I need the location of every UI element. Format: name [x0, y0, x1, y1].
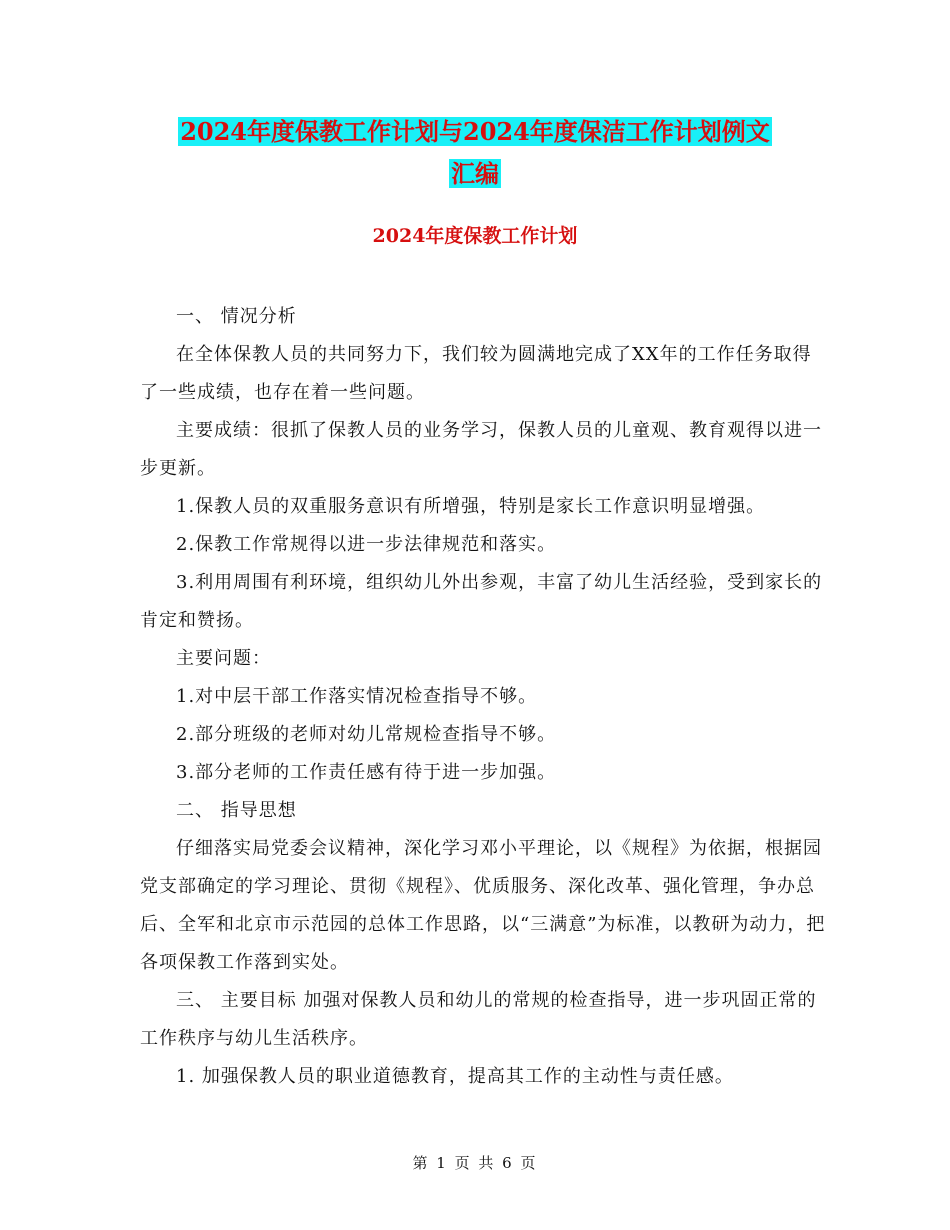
- document-body: [140, 298, 830, 1096]
- heading-guiding-thought: 二、 指导思想: [176, 800, 297, 821]
- document-title-cont: [0, 157, 950, 191]
- page-footer: 第 1 页 共 6 页: [412, 1154, 538, 1172]
- list-item: 1. 加强保教人员的职业道德教育，提高其工作的主动性与责任感。: [176, 1066, 734, 1087]
- section-subtitle: 2024年度保教工作计划: [372, 225, 578, 247]
- list-item: 2.部分班级的老师对幼儿常规检查指导不够。: [176, 724, 557, 745]
- list-item: 3.部分老师的工作责任感有待于进一步加强。: [176, 762, 557, 783]
- paragraph: 仔细落实局党委会议精神，深化学习邓小平理论，以《规程》为依据，根据园党支部确定的学习理论、贯彻《规程》、优质服务、深化改革、强化管理，争办总后、全军和北京市示范园的总体工作思路，以“三满意”为标准，以教研为动力，把各项保教工作落到实处。: [140, 838, 826, 973]
- list-item: 3.利用周围有利环境，组织幼儿外出参观，丰富了幼儿生活经验，受到家长的肯定和赞扬。: [140, 572, 823, 631]
- paragraph: 主要成绩：很抓了保教人员的业务学习，保教人员的儿童观、教育观得以进一步更新。: [140, 420, 822, 479]
- heading-situation: 一、 情况分析: [176, 306, 297, 327]
- paragraph: 主要问题：: [176, 648, 271, 669]
- list-item: 1.对中层干部工作落实情况检查指导不够。: [176, 686, 538, 707]
- list-item: 1.保教人员的双重服务意识有所增强，特别是家长工作意识明显增强。: [176, 496, 766, 517]
- title-line-2: 汇编: [451, 159, 499, 188]
- list-item: 2.保教工作常规得以进一步法律规范和落实。: [176, 534, 557, 555]
- paragraph: 在全体保教人员的共同努力下，我们较为圆满地完成了XX年的工作任务取得了一些成绩，也存在着一些问题。: [140, 344, 812, 403]
- title-line-1: 2024年度保教工作计划与2024年度保洁工作计划例文: [180, 117, 770, 146]
- paragraph: 三、 主要目标 加强对保教人员和幼儿的常规的检查指导，进一步巩固正常的工作秩序与幼儿生活秩序。: [140, 990, 817, 1049]
- document-title: [0, 115, 950, 149]
